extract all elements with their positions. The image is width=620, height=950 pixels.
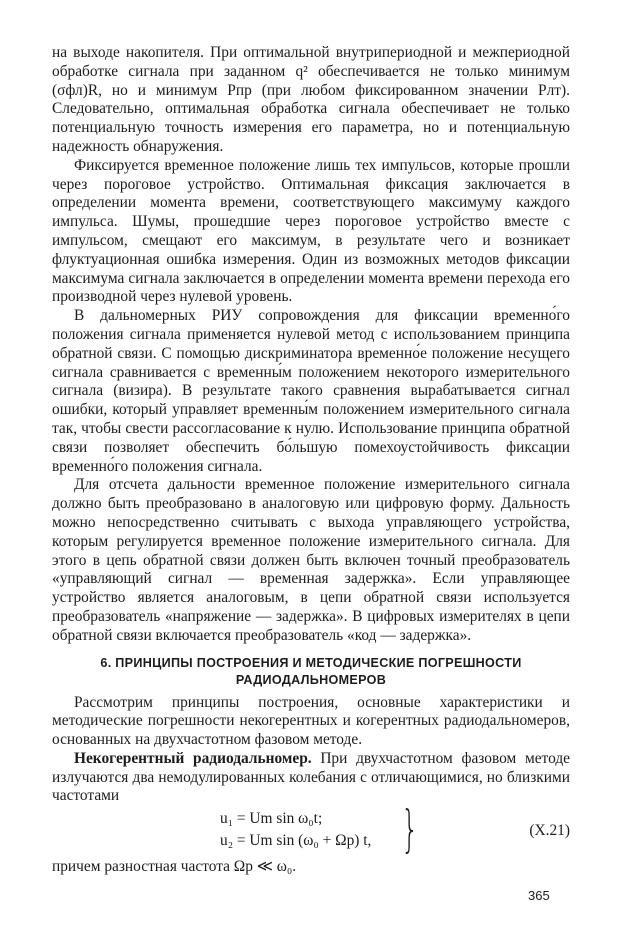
section-heading-line-1: 6. ПРИНЦИПЫ ПОСТРОЕНИЯ И МЕТОДИЧЕСКИЕ ПОГРЕШНОСТИ	[100, 655, 522, 670]
formula-line-1: u₁ = Um sin ω₀t;	[220, 810, 323, 828]
right-brace-icon: }	[401, 800, 419, 859]
paragraph-6	[52, 750, 570, 806]
formula-block	[52, 800, 570, 859]
formula-line-2: u₂ = Um sin (ω₀ + Ωp) t,	[220, 832, 372, 850]
paragraph-1: на выходе накопителя. При оптимальной внутрипериодной и межпериодной обработке сигнала при заданном q² обеспечивается не только минимум (σфл)R, но и минимум Pпр (при любом фиксированном значении Pлт). Следовательно, оптимальная обработка сигнала обеспечивает не только потенциальную точность измерения его параметра, но и потенциальную надежность обнаружения.	[52, 44, 570, 155]
paragraph-7: причем разностная частота Ωp ≪ ω₀.	[52, 858, 297, 876]
document-page	[52, 44, 570, 877]
paragraph-3: В дальномерных РИУ сопровождения для фиксации временно́го положения сигнала применяется нулевой метод с использованием принципа обратной связи. С помощью дискриминатора временно́е положение несущего сигнала сравнивается с временны́м положением некоторого измерительного сигнала (визира). В результате такого сравнения вырабатывается сигнал ошибки, который управляет временны́м положением измерительного сигнала так, чтобы свести рассогласование к нулю. Использование принципа обратной связи позволяет обеспечить бо́льшую помехоустойчивость фиксации временно́го положения сигнала.	[52, 307, 570, 475]
paragraph-5: Рассмотрим принципы построения, основные характеристики и методические погрешности некогерентных и когерентных радиодальномеров, основанных на двухчастотном фазовом методе.	[52, 693, 570, 749]
section-heading-line-2: РАДИОДАЛЬНОМЕРОВ	[235, 672, 387, 687]
paragraph-6-lead: Некогерентный радиодальномер.	[74, 749, 312, 767]
paragraph-2: Фиксируется временное положение лишь тех импульсов, которые прошли через пороговое устройство. Оптимальная фиксация заключается в определении момента времени, соответствующего максимуму каждого импульса. Шумы, прошедшие через пороговое устройство вместе с импульсом, смещают его максимум, в результате чего и возникает флуктуационная ошибка измерения. Один из возможных методов фиксации максимума сигнала заключается в определении момента времени перехода его производной через нулевой уровень.	[52, 156, 570, 306]
paragraph-6-text: При двухчастотном фазовом методе излучаются два немодулированных колебания с отличающимися, но близкими частотами	[52, 749, 570, 805]
section-heading	[52, 655, 570, 689]
paragraph-4: Для отсчета дальности временное положение измерительного сигнала должно быть преобразовано в аналоговую или цифровую форму. Дальность можно непосредственно считывать с выхода управляющего устройства, которым регулируется временное положение измерительного сигнала. Для этого в цепь обратной связи должен быть включен точный преобразователь «управляющий сигнал — временная задержка». Если управляющее устройство является аналоговым, в цепи обратной связи используется преобразователь «напряжение — задержка». В цифровых измерителях в цепи обратной связи включается преобразователь «код — задержка».	[52, 476, 570, 644]
formula-number: (X.21)	[529, 822, 570, 840]
page-number: 365	[528, 888, 550, 903]
